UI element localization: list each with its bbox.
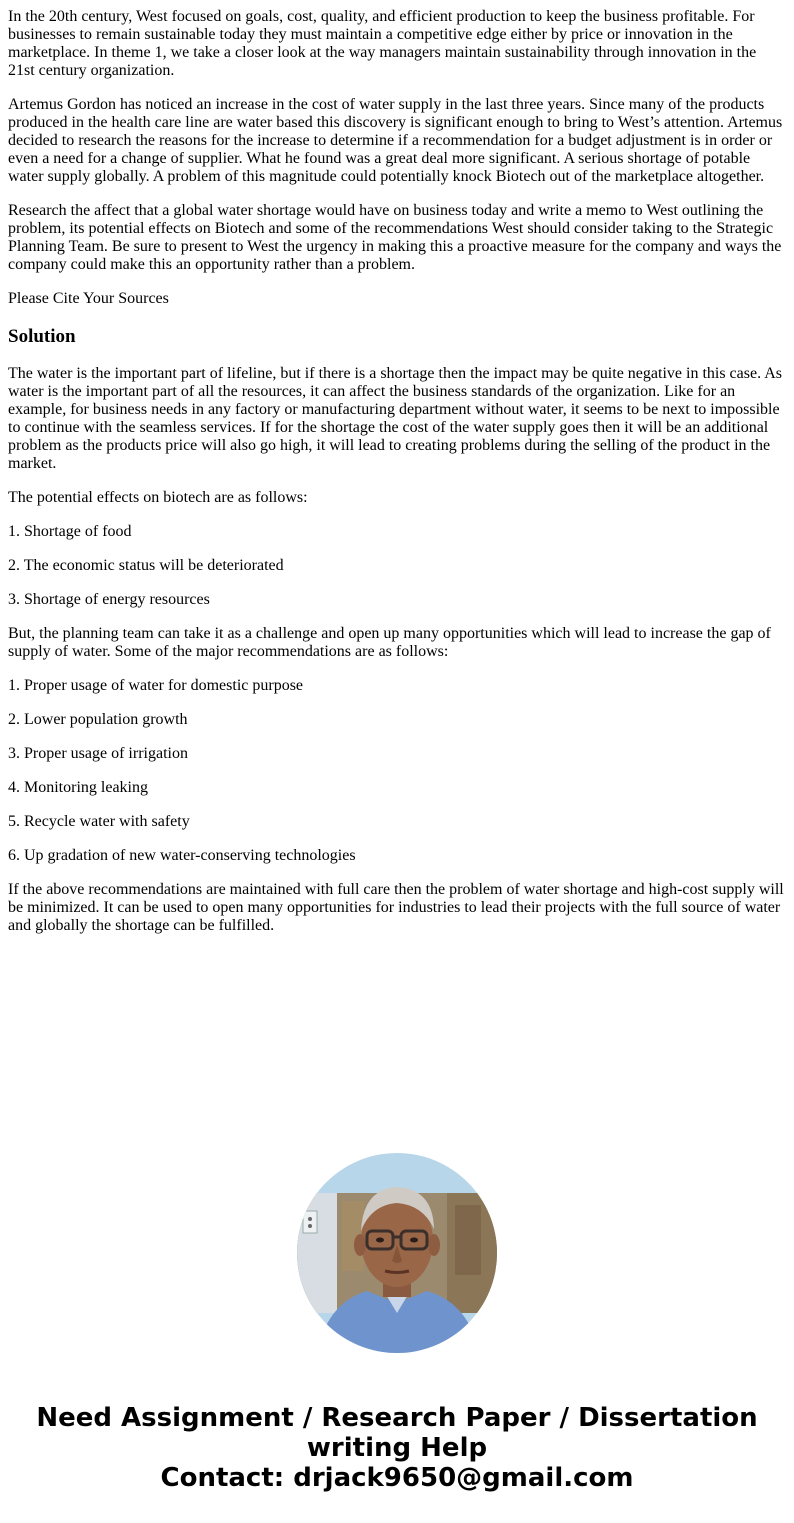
recommendation-item: 2. Lower population growth [8,711,188,728]
recommendation-item: 1. Proper usage of water for domestic purpose [8,677,304,694]
effect-item: 3. Shortage of energy resources [8,591,210,608]
recommendation-item: 5. Recycle water with safety [8,813,190,830]
recommendation-item: 3. Proper usage of irrigation [8,745,188,762]
recommendation-item: 4. Monitoring leaking [8,779,148,796]
author-portrait-image [297,1153,497,1353]
effect-item: 1. Shortage of food [8,523,132,540]
promo-contact: Contact: drjack9650@gmail.com [160,1463,634,1493]
promo-footer [0,1403,794,1493]
promo-line-1: Need Assignment / Research Paper / Dissertation [36,1403,758,1433]
document-body [8,8,786,951]
question-paragraph-1: In the 20th century, West focused on goals, cost, quality, and efficient production to keep the business profitable. For businesses to remain sustainable today they must maintain a competitive edge either by price or innovation in the marketplace. In theme 1, we take a closer look at the way managers maintain sustainability through innovation in the 21st century organization. [8,8,757,79]
effect-item: 2. The economic status will be deteriorated [8,557,284,574]
cite-sources-note: Please Cite Your Sources [8,290,169,307]
effects-intro: The potential effects on biotech are as follows: [8,489,308,506]
solution-heading: Solution [8,326,76,347]
promo-line-2: writing Help [306,1433,488,1463]
recommendation-item: 6. Up gradation of new water-conserving technologies [8,847,356,864]
solution-intro: The water is the important part of lifeline, but if there is a shortage then the impact may be quite negative in this case. As water is the important part of all the resources, it can affect the business standards of the organization. Like for an example, for business needs in any factory or manufacturing department without water, it seems to be next to impossible to continue with the seamless services. If for the shortage the cost of the water supply goes then it will be an additional problem as the products price will also go high, it will lead to creating problems during the selling of the product in the market. [8,365,782,472]
question-paragraph-3: Research the affect that a global water shortage would have on business today and write a memo to West outlining the problem, its potential effects on Biotech and some of the recommendations West should consider taking to the Strategic Planning Team. Be sure to present to West the urgency in making this a proactive measure for the company and ways the company could make this an opportunity rather than a problem. [8,202,782,273]
recommendations-intro: But, the planning team can take it as a challenge and open up many opportunities which will lead to increase the gap of supply of water. Some of the major recommendations are as follows: [8,625,771,660]
question-paragraph-2: Artemus Gordon has noticed an increase in the cost of water supply in the last three years. Since many of the products produced in the health care line are water based this discovery is significant enough to bring to West’s attention. Artemus decided to research the reasons for the increase to determine if a recommendation for a budget adjustment is in order or even a need for a change of supplier. What he found was a great deal more significant. A serious shortage of potable water supply globally. A problem of this magnitude could potentially knock Biotech out of the marketplace altogether. [8,96,783,185]
solution-conclusion: If the above recommendations are maintained with full care then the problem of water shortage and high-cost supply will be minimized. It can be used to open many opportunities for industries to lead their projects with the full source of water and globally the shortage can be fulfilled. [8,881,784,934]
author-avatar [297,1153,497,1353]
